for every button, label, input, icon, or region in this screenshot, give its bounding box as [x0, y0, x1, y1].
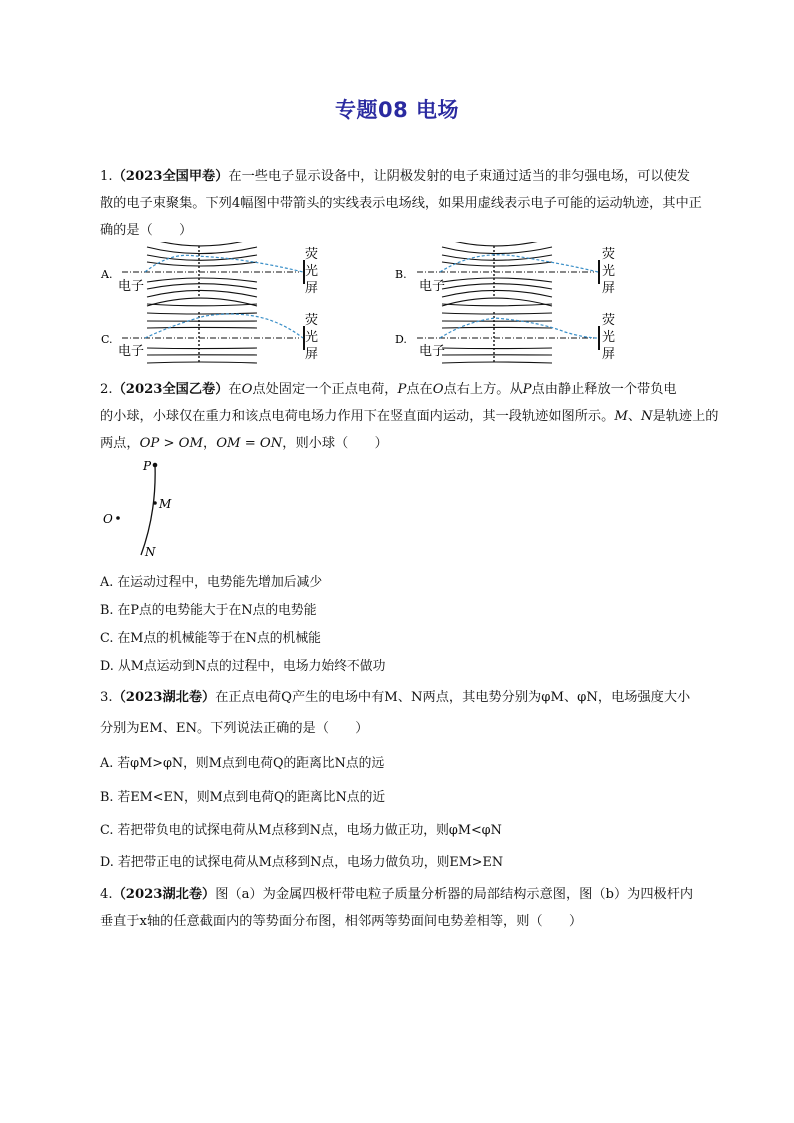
q1-option-b-electron: 电子 [419, 279, 446, 294]
q1-a-screen-3: 屏 [305, 281, 319, 296]
q2-option-c: C. 在M点的机械能等于在N点的机械能 [100, 631, 321, 646]
q1-option-c-label: C. [101, 333, 113, 346]
q2-number: 2. [100, 382, 113, 397]
q3-text-1: 在正点电荷Q产生的电场中有M、N两点，其电势分别为φM、φN，电场强度大小 [215, 690, 691, 705]
q3-number: 3. [100, 690, 113, 705]
field-line [442, 247, 552, 254]
q1-source: （2023全国甲卷） [112, 169, 229, 184]
q2-var: O [241, 382, 253, 397]
field-line [147, 262, 257, 266]
q3-option-a: A. 若φM>φN，则M点到电荷Q的距离比N点的远 [100, 756, 385, 771]
field-line [442, 284, 552, 289]
q2-line2 [100, 405, 719, 424]
q4-line1 [100, 883, 693, 902]
q2-line1 [100, 378, 677, 397]
field-line [442, 348, 552, 349]
q1-option-d-electron: 电子 [419, 344, 446, 359]
q3-source: （2023湖北卷） [112, 690, 216, 705]
field-line [442, 313, 552, 314]
q4-line2: 垂直于x轴的任意截面内的等势面分布图，相邻两等势面间电势差相等，则（ ） [100, 914, 583, 929]
field-line [442, 290, 552, 297]
q2-line3 [100, 432, 388, 451]
q1-text-1: 在一些电子显示设备中，让阴极发射的电子束通过适当的非匀强电场，可以使发 [228, 169, 690, 184]
field-line [147, 327, 257, 328]
q4-source: （2023湖北卷） [112, 887, 216, 902]
q2-source: （2023全国乙卷） [112, 382, 229, 397]
q4-number: 4. [100, 887, 113, 902]
q1-option-b-label: B. [395, 268, 407, 281]
q1-figure-a [122, 242, 304, 306]
q2-text: 的小球，小球仅在重力和该点电荷电场力作用下在竖直面内运动，其一段轨迹如图所示。 [100, 409, 615, 424]
q1-figure-c [122, 304, 304, 364]
q1-c-screen-1: 荧 [305, 313, 319, 328]
label-o: O [103, 512, 113, 526]
q1-option-a-electron: 电子 [118, 279, 145, 294]
field-line [442, 255, 552, 260]
q2-text: 点右上方。从 [443, 382, 523, 397]
q2-trajectory-figure [98, 455, 208, 565]
point-m [153, 501, 157, 505]
q2-var: O [432, 382, 444, 397]
q1-c-screen-2: 光 [305, 330, 319, 345]
q1-figure-b [417, 242, 599, 306]
field-line [147, 313, 257, 314]
point-o [116, 516, 120, 520]
q2-var: N [641, 409, 653, 424]
q2-var: P [522, 382, 532, 397]
field-line [147, 362, 257, 363]
q1-a-screen-2: 光 [305, 264, 319, 279]
field-line [147, 284, 257, 289]
field-line [147, 278, 257, 282]
trajectory-dashed [145, 255, 303, 272]
field-line [442, 278, 552, 282]
q1-d-screen-3: 屏 [602, 347, 616, 362]
q2-text: 点由静止释放一个带负电 [531, 382, 677, 397]
field-line [442, 242, 552, 246]
point-p [153, 463, 158, 468]
q1-c-screen-3: 屏 [305, 347, 319, 362]
field-line [147, 290, 257, 297]
label-m: M [159, 497, 172, 511]
q1-d-screen-2: 光 [602, 330, 616, 345]
field-line [442, 362, 552, 363]
q1-line1 [100, 165, 690, 184]
q2-option-a: A. 在运动过程中，电势能先增加后减少 [100, 575, 323, 590]
q1-option-d-label: D. [395, 333, 407, 346]
label-n: N [145, 545, 156, 559]
field-line [442, 304, 552, 306]
q1-number: 1. [100, 169, 113, 184]
q1-option-a-label: A. [101, 268, 113, 281]
field-line [147, 348, 257, 349]
q4-text-1: 图（a）为金属四极杆带电粒子质量分析器的局部结构示意图，图（b）为四极杆内 [215, 887, 694, 902]
q1-figures [95, 242, 635, 364]
field-line [147, 304, 257, 306]
q2-relation: OM = ON [216, 436, 283, 451]
q3-line2: 分别为EM、EN。下列说法正确的是（ ） [100, 721, 369, 736]
q2-text: 点在 [406, 382, 433, 397]
q1-d-screen-1: 荧 [602, 313, 616, 328]
q1-b-screen-1: 荧 [602, 247, 616, 262]
q2-option-d: D. 从M点运动到N点的过程中，电场力始终不做功 [100, 659, 386, 674]
page-title: 专题08 电场 [334, 98, 460, 122]
q2-var: M [614, 409, 628, 424]
trajectory-curve [141, 465, 155, 555]
q2-var: P [397, 382, 407, 397]
q2-text: 点处固定一个正点电荷， [252, 382, 398, 397]
q1-a-screen-1: 荧 [305, 247, 319, 262]
q3-option-c: C. 若把带负电的试探电荷从M点移到N点，电场力做正功，则φM<φN [100, 823, 502, 838]
q3-line1 [100, 686, 690, 705]
q2-option-b: B. 在P点的电势能大于在N点的电势能 [100, 603, 317, 618]
q2-text: ， [203, 436, 217, 451]
q2-text: 、 [627, 409, 642, 424]
q1-option-c-electron: 电子 [118, 344, 145, 359]
q1-b-screen-2: 光 [602, 264, 616, 279]
field-line [147, 247, 257, 254]
q3-option-d: D. 若把带正电的试探电荷从M点移到N点，电场力做负功，则EM>EN [100, 855, 504, 870]
q1-line2: 散的电子束聚集。下列4幅图中带箭头的实线表示电场线，如果用虚线表示电子可能的运动轨迹，其中正 [100, 196, 702, 211]
trajectory-dashed [145, 314, 303, 338]
q2-text: ，则小球（ ） [282, 436, 388, 451]
q3-option-b: B. 若EM<EN，则M点到电荷Q的距离比N点的近 [100, 790, 386, 805]
field-line [147, 242, 257, 246]
q2-relation: OP > OM [139, 436, 203, 451]
trajectory-dashed [440, 255, 598, 272]
q2-text: 是轨迹上的 [652, 409, 719, 424]
label-p: P [143, 459, 152, 473]
q2-text: 在 [228, 382, 242, 397]
q2-text: 两点， [100, 436, 140, 451]
q1-line3: 确的是（ ） [100, 223, 193, 238]
q1-b-screen-3: 屏 [602, 281, 616, 296]
